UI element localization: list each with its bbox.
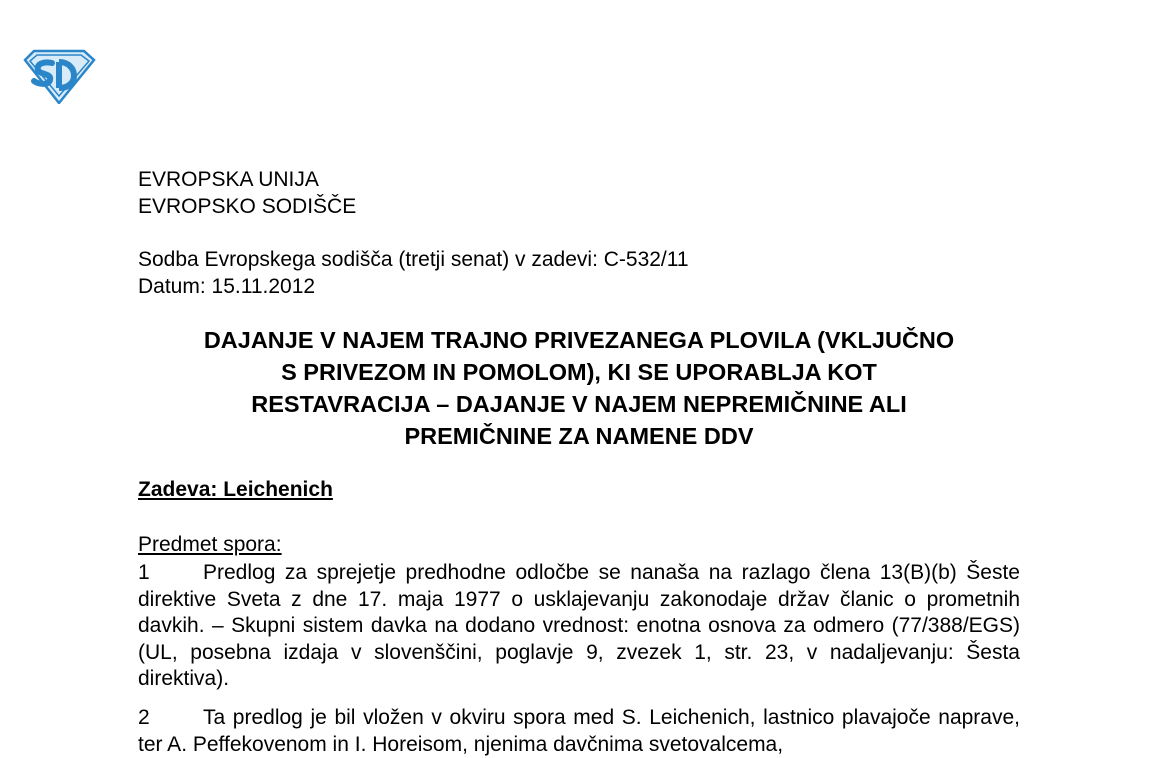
subject-heading: Predmet spora: [138, 533, 282, 556]
judgment-date: Datum: 15.11.2012 [138, 275, 316, 298]
title-line: S PRIVEZOM IN POMOLOM), KI SE UPORABLJA KOT [281, 359, 877, 385]
title-line: DAJANJE V NAJEM TRAJNO PRIVEZANEGA PLOVILA (VKLJUČNO [203, 327, 955, 353]
paragraph-number: 2 [138, 706, 150, 729]
case-label: Zadeva: Leichenich [138, 478, 333, 501]
paragraph [138, 705, 1020, 758]
issuer-header [138, 166, 356, 220]
paragraph-text: Ta predlog je bil vložen v okviru spora med S. Leichenich, lastnico plavajoče naprave, ter A. Peffekovenom in I. Horeisom, njenima davčnima svetovalcema, [138, 706, 1020, 756]
judgment-meta [138, 246, 689, 300]
paragraph-number: 1 [138, 561, 150, 584]
paragraph-text: Predlog za sprejetje predhodne odločbe se nanaša na razlago člena 13(B)(b) Šeste direktive Sveta z dne 17. maja 1977 o usklajevanju zakonodaje držav članic o prometnih davkih. – Skupni sistem davka na dodano vrednost: enotna osnova za odmero (77/388/EGS) (UL, posebna izdaja v slovenščini, poglavje 9, zvezek 1, str. 23, v nadaljevanju: Šesta direktiva). [138, 561, 1020, 690]
title-line: PREMIČNINE ZA NAMENE DDV [404, 423, 754, 449]
document-title [138, 324, 1020, 452]
header-line-eu: EVROPSKA UNIJA [138, 168, 319, 191]
judgment-reference: Sodba Evropskega sodišča (tretji senat) v zadevi: C-532/11 [138, 248, 689, 271]
header-line-court: EVROPSKO SODIŠČE [138, 195, 357, 218]
paragraph [138, 560, 1020, 693]
title-line: RESTAVRACIJA – DAJANJE V NAJEM NEPREMIČNINE ALI [251, 391, 907, 417]
sd-shield-logo-icon [22, 48, 96, 104]
